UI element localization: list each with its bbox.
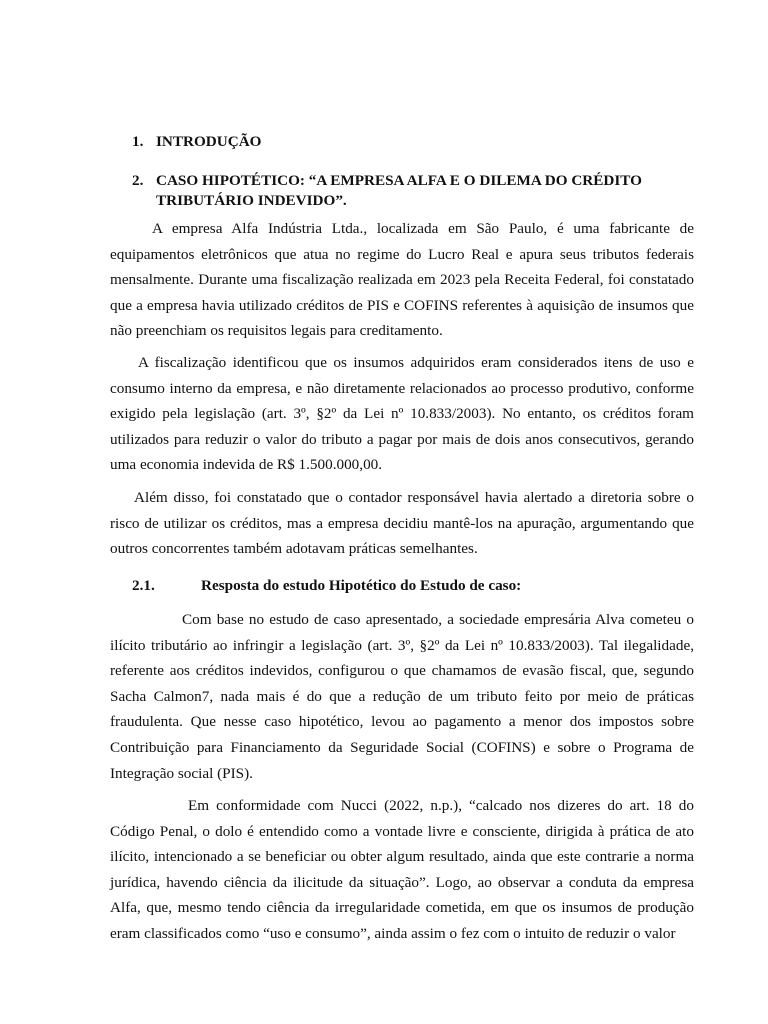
subheading-text: Resposta do estudo Hipotético do Estudo de caso: — [201, 577, 522, 594]
paragraph-1: A empresa Alfa Indústria Ltda., localizada em São Paulo, é uma fabricante de equipamentos eletrônicos que atua no regime do Lucro Real e apura seus tributos federais mensalmente. Durante uma fiscalização realizada em 2023 pela Receita Federal, foi constatado que a empresa havia utilizado créditos de PIS e COFINS referentes à aquisição de insumos que não preenchiam os requisitos legais para creditamento. — [110, 220, 694, 340]
heading-number: 1. — [132, 133, 144, 150]
heading-text: CASO HIPOTÉTICO: “A EMPRESA ALFA E O DILEMA DO CRÉDITO TRIBUTÁRIO INDEVIDO”. — [156, 172, 642, 209]
heading-number: 2. — [132, 172, 144, 189]
subheading-number: 2.1. — [132, 577, 155, 594]
paragraph-2: A fiscalização identificou que os insumos adquiridos eram considerados itens de uso e consumo interno da empresa, e não diretamente relacionados ao processo produtivo, conforme exigido pela legislação (art. 3º, §2º da Lei nº 10.833/2003). No entanto, os créditos foram utilizados para reduzir o valor do tributo a pagar por mais de dois anos consecutivos, gerando uma economia indevida de R$ 1.500.000,00. — [110, 354, 694, 474]
paragraph-3: Além disso, foi constatado que o contador responsável havia alertado a diretoria sobre o risco de utilizar os créditos, mas a empresa decidiu mantê-los na apuração, argumentando que outros concorrentes também adotavam práticas semelhantes. — [110, 489, 694, 558]
paragraph-4: Com base no estudo de caso apresentado, a sociedade empresária Alva cometeu o ilícito tributário ao infringir a legislação (art. 3º, §2º da Lei nº 10.833/2003). Tal ilegalidade, referente aos créditos indevidos, configurou o que chamamos de evasão fiscal, que, segundo Sacha Calmon7, nada mais é do que a redução de um tributo feito por meio de práticas fraudulenta. Que nesse caso hipotético, levou ao pagamento a menor dos impostos sobre Contribuição para Financiamento da Seguridade Social (COFINS) e sobre o Programa de Integração social (PIS). — [110, 611, 694, 782]
paragraph-5: Em conformidade com Nucci (2022, n.p.), “calcado nos dizeres do art. 18 do Código Penal, o dolo é entendido como a vontade livre e consciente, dirigida à prática de ato ilícito, intencionado a se beneficiar ou obter algum resultado, ainda que este contrarie a norma jurídica, havendo ciência da ilicitude da situação”. Logo, ao observar a conduta da empresa Alfa, que, mesmo tendo ciência da irregularidade cometida, em que os insumos de produção eram classificados como “uso e consumo”, ainda assim o fez com o intuito de reduzir o valor — [110, 797, 694, 942]
heading-text: INTRODUÇÃO — [156, 133, 262, 150]
